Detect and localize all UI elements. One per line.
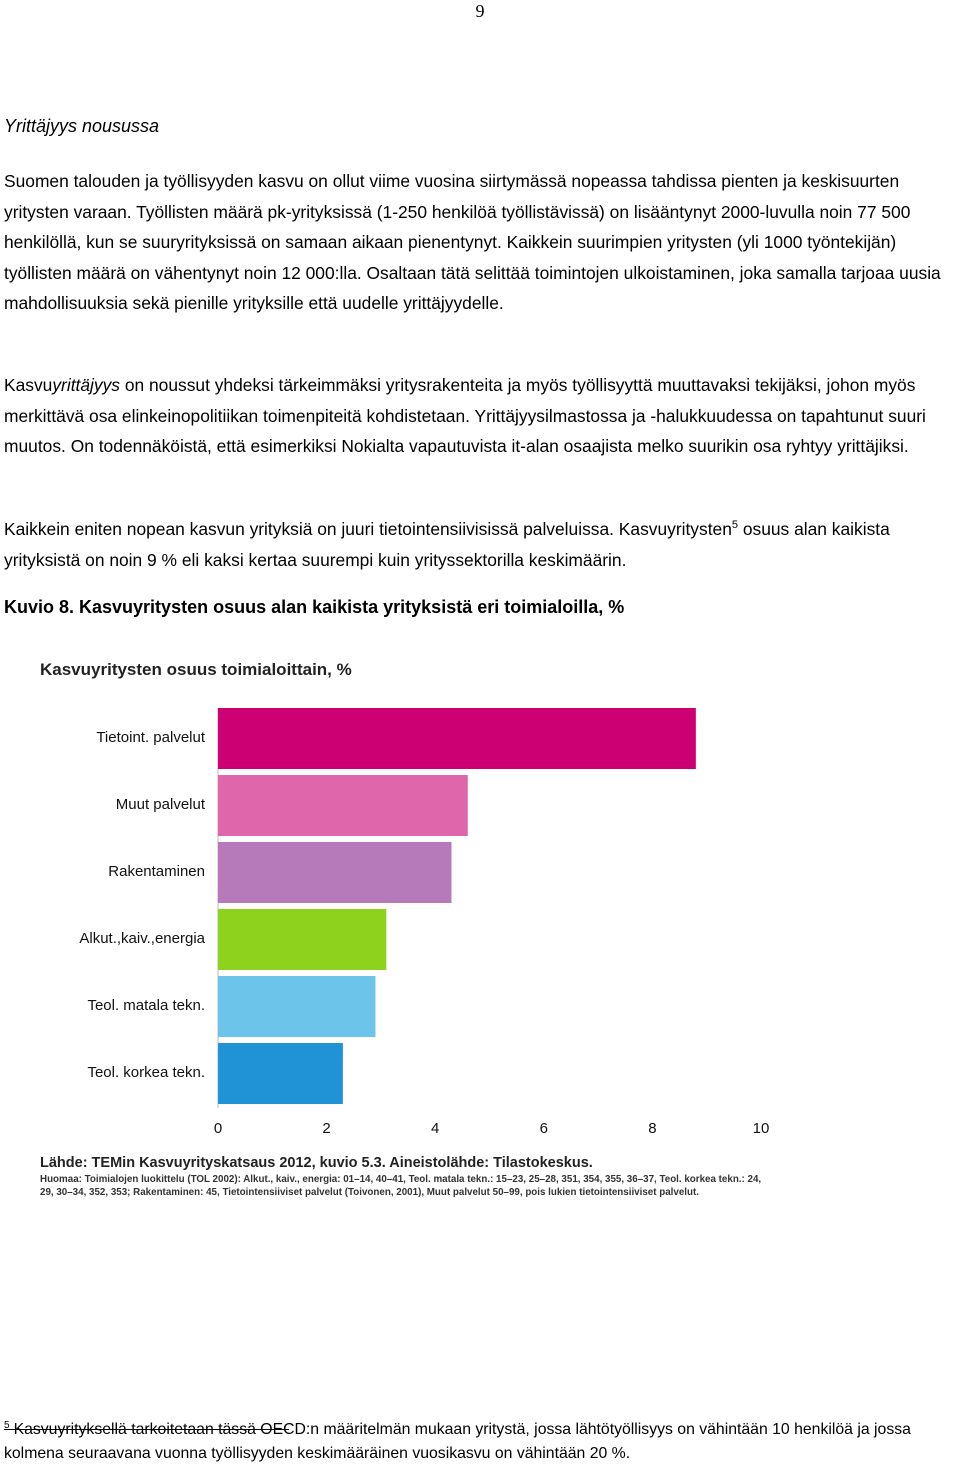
footnote-ref[interactable]: 5: [731, 519, 739, 532]
paragraph-3-before: Kaikkein eniten nopean kasvun yrityksiä on juuri tietointensiivisissä palveluissa. Kasvuyritysten: [4, 519, 732, 539]
source-note: Huomaa: Toimialojen luokittelu (TOL 2002): Alkut., kaiv., energia: 01–14, 40–41, Teol. matala tekn.: 15–23, 25–28, 351, 354, 355, 36–37, Teol. korkea tekn.: 24, 29, 30–34, 352, 353; Rakentaminen: 45, Tietointensiiviset palvelut (Toivonen, 2001), Muut palvelut 50–99, pois lukien tietointensiiviset palvelut.: [40, 1174, 762, 1198]
bar-4: [218, 909, 386, 970]
paragraph-2: [4, 370, 954, 462]
paragraph-2-rest: on noussut yhdeksi tärkeimmäksi yritysrakenteita ja myös työllisyyttä muuttavaksi tekijäksi, johon myös merkittävä osa elinkeinopolitiikan toimenpiteitä kohdistetaan. Yrittäjyysilmastossa ja -halukkuudessa on tapahtunut suuri muutos. On todennäköistä, että esimerkiksi Nokialta vapautuvista it-alan osaajista melko suurikin osa ryhtyy yrittäjiksi.: [4, 375, 926, 456]
category-label-2: Muut palvelut: [115, 795, 205, 813]
paragraph-3: [4, 514, 954, 575]
paragraph-2-italic: yrittäjyys: [52, 375, 120, 395]
chart-source: [40, 1155, 770, 1199]
x-tick-2: 2: [322, 1120, 331, 1137]
bar-6: [218, 1043, 343, 1104]
footnote: [4, 1418, 954, 1466]
category-label-3: Rakentaminen: [108, 862, 205, 880]
figure-caption: Kuvio 8. Kasvuyritysten osuus alan kaikista yrityksistä eri toimialoilla, %: [4, 597, 625, 617]
footnote-number: 5: [4, 1419, 10, 1431]
bar-2: [218, 775, 468, 836]
category-label-1: Tietoint. palvelut: [96, 728, 205, 746]
section-heading: Yrittäjyys nousussa: [4, 116, 160, 136]
chart-title: Kasvuyritysten osuus toimialoittain, %: [40, 660, 352, 679]
bar-5: [218, 976, 375, 1037]
page-number: 9: [475, 1, 485, 21]
bar-chart: [40, 656, 783, 1146]
category-label-4: Alkut.,kaiv.,energia: [79, 929, 205, 947]
x-tick-10: 10: [752, 1120, 770, 1137]
x-tick-4: 4: [431, 1120, 440, 1137]
bar-3: [218, 842, 451, 903]
x-tick-6: 6: [539, 1120, 548, 1137]
source-title: Lähde: TEMin Kasvuyrityskatsaus 2012, kuvio 5.3. Aineistolähde: Tilastokeskus.: [40, 1155, 593, 1171]
x-tick-0: 0: [213, 1120, 223, 1137]
footnote-text: Kasvuyrityksellä tarkoitetaan tässä OECD:n määritelmän mukaan yritystä, jossa lähtötyöllisyys on vähintään 10 henkilöä ja jossa kolmena seuraavana vuonna työllisyyden keskimääräinen vuosikasvu on vähintään 20 %.: [4, 1421, 911, 1462]
bar-1: [218, 708, 696, 769]
category-label-5: Teol. matala tekn.: [87, 996, 205, 1014]
x-tick-8: 8: [648, 1120, 657, 1137]
paragraph-2-prefix: Kasvu: [4, 375, 53, 395]
paragraph-3-after: osuus alan kaikista yrityksistä on noin 9 % eli kaksi kertaa suurempi kuin yrityssektorilla keskimäärin.: [4, 519, 890, 570]
category-label-6: Teol. korkea tekn.: [87, 1063, 205, 1081]
paragraph-1: Suomen talouden ja työllisyyden kasvu on ollut viime vuosina siirtymässä nopeassa tahdissa pienten ja keskisuurten yritysten varaan. Työllisten määrä pk-yrityksissä (1-250 henkilöä työllistävissä) on lisääntynyt 2000-luvulla noin 77 500 henkilöllä, kun se suuryrityksissä on samaan aikaan pienentynyt. Kaikkein suurimpien yritysten (yli 1000 työntekijän) työllisten määrä on vähentynyt noin 12 000:lla. Osaltaan tätä selittää toimintojen ulkoistaminen, joka samalla tarjoaa uusia mahdollisuuksia sekä pienille yrityksille että uudelle yrittäjyydelle.: [4, 171, 941, 313]
